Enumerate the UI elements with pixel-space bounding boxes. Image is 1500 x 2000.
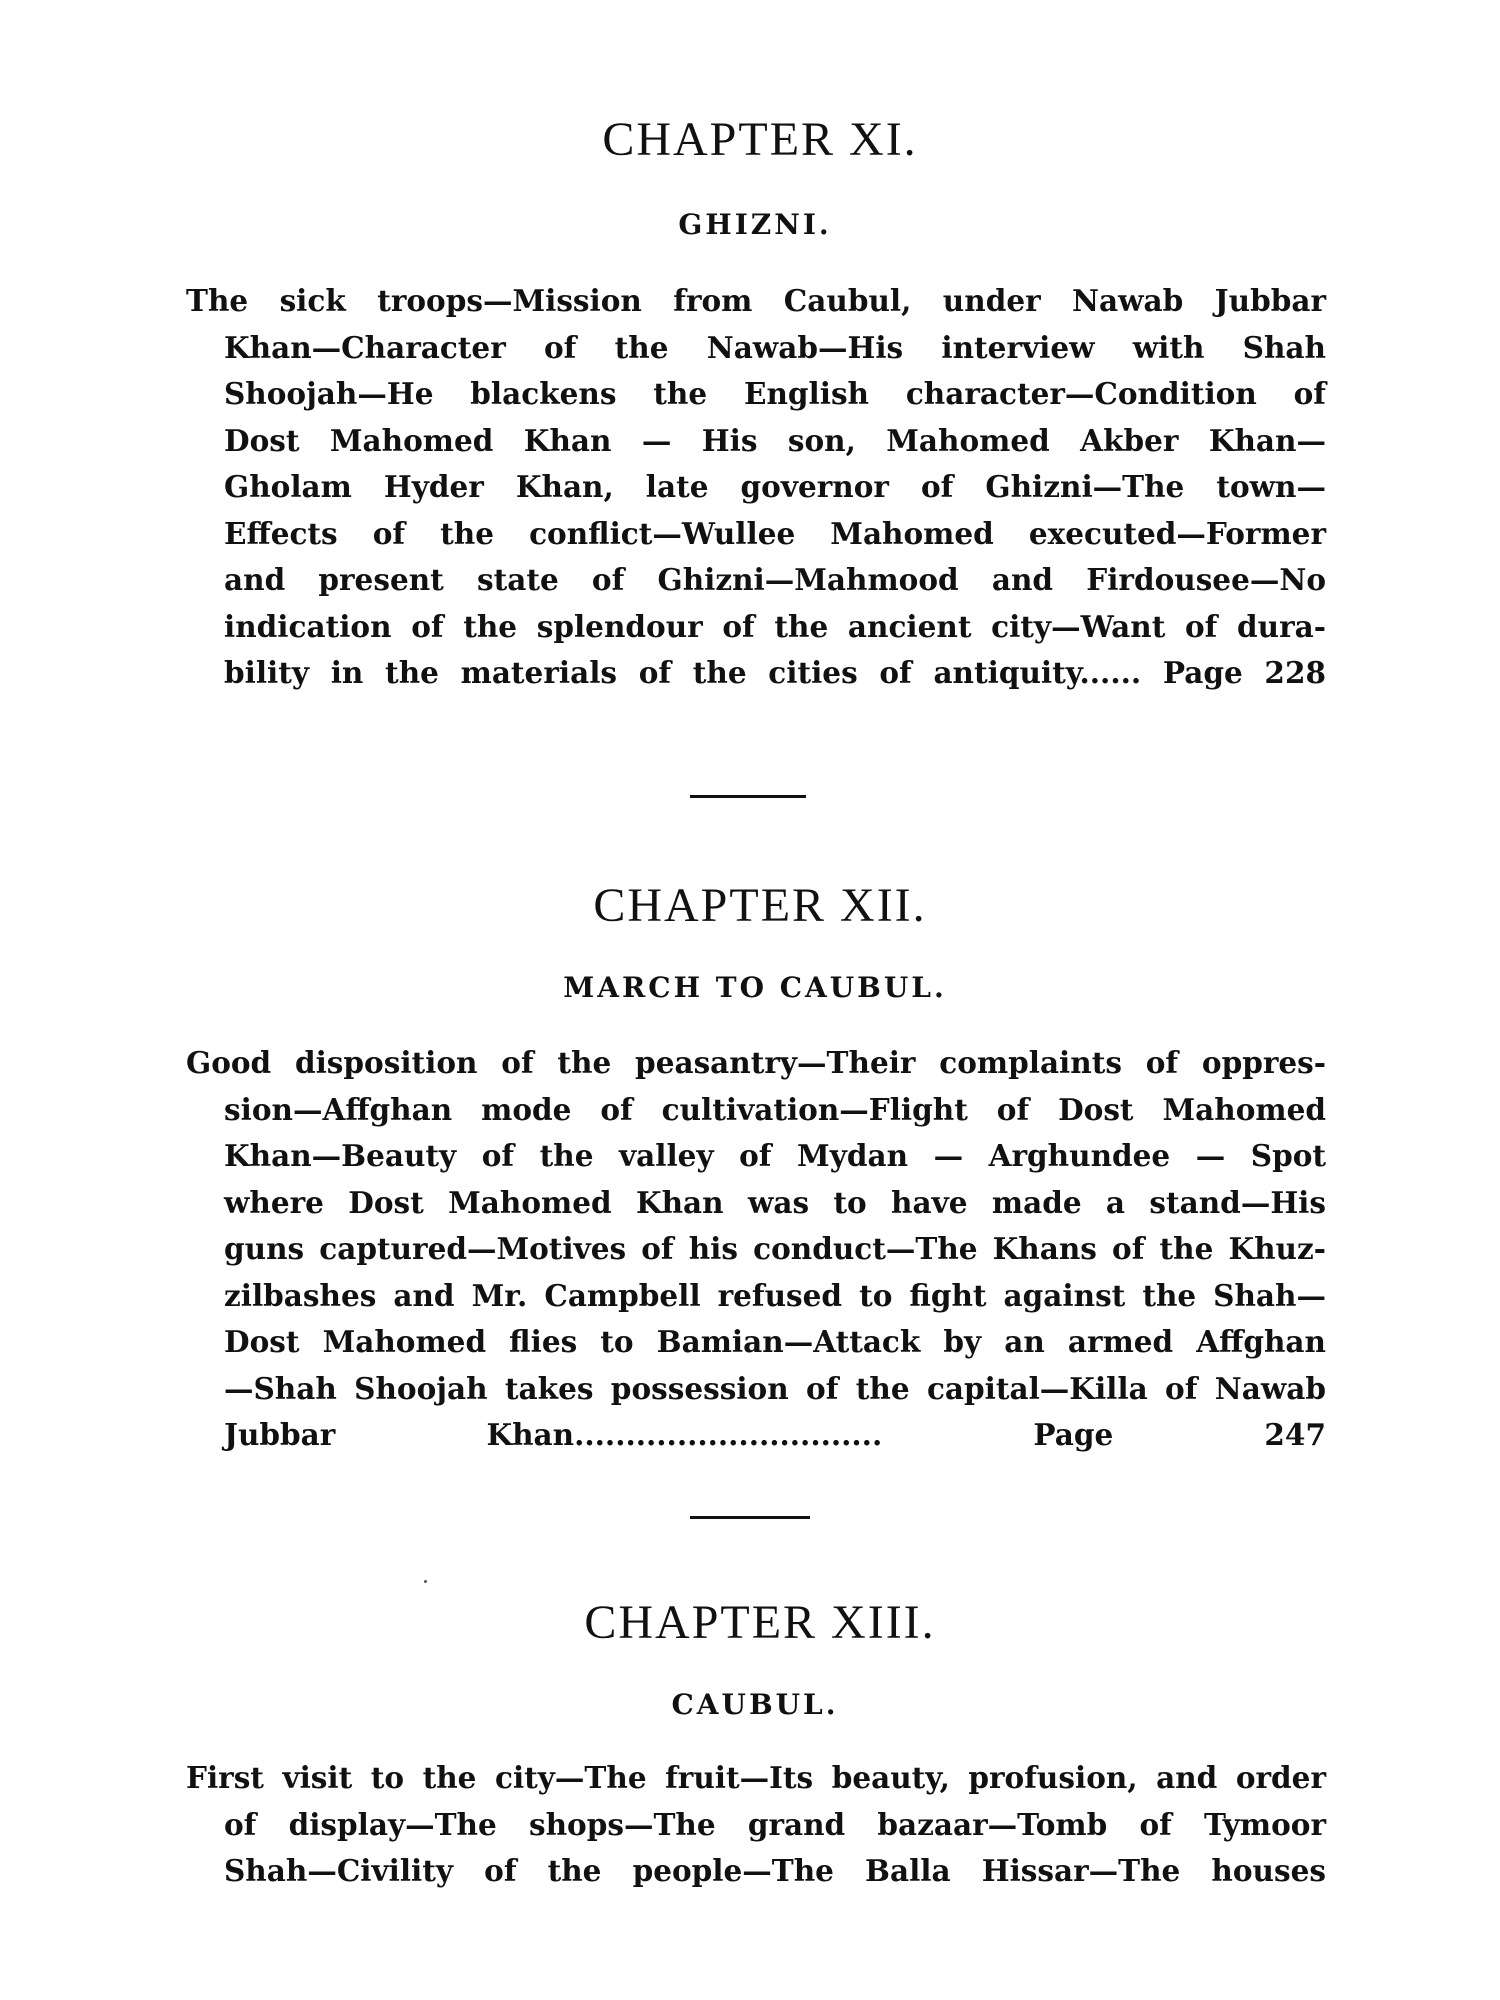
chapter-13 [0, 1595, 1500, 1650]
chapter-title: CHAPTER XII. [593, 879, 927, 932]
chapter-11-summary [186, 278, 1326, 697]
summary-line: Gholam Hyder Khan, late governor of Ghizni—The town— [224, 469, 1326, 504]
summary-line: Effects of the conflict—Wullee Mahomed executed—Former [224, 515, 1326, 551]
summary-line: Shoojah—He blackens the English character—Condition of [224, 376, 1326, 411]
chapter-subtitle: MARCH TO CAUBUL. [563, 971, 947, 1004]
summary-line: guns captured—Motives of his conduct—The Khans of the Khuz- [224, 1231, 1326, 1266]
summary-line: The sick troops—Mission from Caubul, under Nawab Jubbar [186, 283, 1326, 318]
summary-line: Khan—Beauty of the valley of Mydan — Arghundee — Spot [224, 1138, 1326, 1173]
summary-line: and present state of Ghizni—Mahmood and Firdousee—No [224, 562, 1326, 597]
chapter-12-subtitle-wrap [0, 971, 1500, 1004]
chapter-12 [0, 878, 1500, 933]
summary-line: Good disposition of the peasantry—Their complaints of oppres- [186, 1045, 1326, 1080]
summary-line: —Shah Shoojah takes possession of the capital—Killa of Nawab [224, 1370, 1326, 1406]
section-divider [690, 795, 806, 798]
chapter-11 [0, 112, 1500, 167]
summary-line: where Dost Mahomed Khan was to have made a stand—His [224, 1184, 1326, 1220]
chapter-subtitle: GHIZNI. [678, 208, 832, 241]
paper-speck [424, 1580, 427, 1583]
chapter-13-summary [186, 1755, 1326, 1895]
summary-line: indication of the splendour of the ancient city—Want of dura- [224, 608, 1326, 644]
summary-line: zilbashes and Mr. Campbell refused to fight against the Shah— [224, 1277, 1326, 1313]
section-divider [690, 1516, 810, 1519]
chapter-11-subtitle-wrap [0, 208, 1500, 241]
summary-line: Dost Mahomed Khan — His son, Mahomed Akber Khan— [224, 422, 1326, 458]
summary-line: sion—Affghan mode of cultivation—Flight of Dost Mahomed [224, 1091, 1326, 1127]
chapter-subtitle: CAUBUL. [671, 1688, 839, 1721]
chapter-13-subtitle-wrap [0, 1688, 1500, 1721]
summary-line-page-ref: bility in the materials of the cities of antiquity...... Page 228 [224, 655, 1326, 690]
summary-line: of display—The shops—The grand bazaar—Tomb of Tymoor [224, 1806, 1326, 1842]
summary-line: Dost Mahomed flies to Bamian—Attack by an armed Affghan [224, 1324, 1326, 1359]
summary-line: First visit to the city—The fruit—Its beauty, profusion, and order [186, 1760, 1326, 1795]
chapter-title: CHAPTER XI. [602, 113, 918, 166]
summary-line-page-ref: Jubbar Khan.............................. Page 247 [224, 1417, 1326, 1452]
chapter-12-summary [186, 1040, 1326, 1459]
summary-line: Shah—Civility of the people—The Balla Hissar—The houses [224, 1853, 1326, 1888]
summary-line: Khan—Character of the Nawab—His interview with Shah [224, 329, 1326, 365]
chapter-title: CHAPTER XIII. [584, 1596, 936, 1649]
